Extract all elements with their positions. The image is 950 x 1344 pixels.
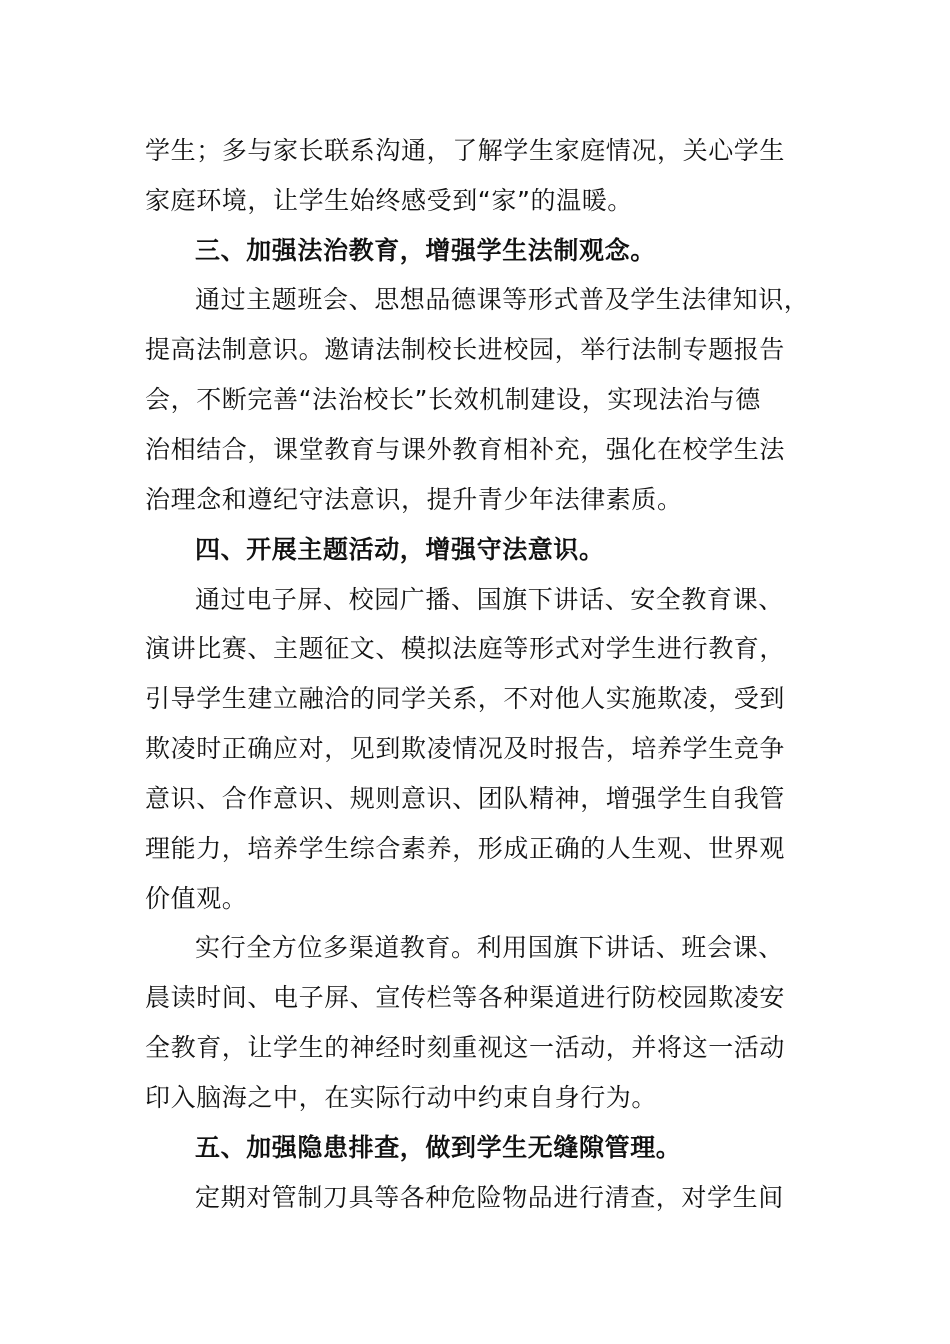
body-text-line: 治理念和遵纪守法意识，提升青少年法律素质。 xyxy=(145,485,683,514)
body-text-line: 意识、合作意识、规则意识、团队精神，增强学生自我管 xyxy=(145,784,786,813)
body-text-line: 学生；多与家长联系沟通，了解学生家庭情况，关心学生 xyxy=(145,136,786,165)
body-text-line: 定期对管制刀具等各种危险物品进行清查，对学生间 xyxy=(195,1183,784,1212)
body-text-line: 家庭环境，让学生始终感受到“家”的温暖。 xyxy=(145,186,633,215)
body-text-line: 会，不断完善“法治校长”长效机制建设，实现法治与德 xyxy=(145,385,761,414)
body-text-line: 演讲比赛、主题征文、模拟法庭等形式对学生进行教育， xyxy=(145,634,786,663)
body-text-line: 通过主题班会、思想品德课等形式普及学生法律知识， xyxy=(195,285,810,314)
body-text-line: 理能力，培养学生综合素养，形成正确的人生观、世界观 xyxy=(145,834,786,863)
body-text-line: 提高法制意识。邀请法制校长进校园，举行法制专题报告 xyxy=(145,335,786,364)
body-text-line: 欺凌时正确应对，见到欺凌情况及时报告，培养学生竞争 xyxy=(145,734,786,763)
body-text-line: 印入脑海之中，在实际行动中约束自身行为。 xyxy=(145,1083,658,1112)
section-heading-4: 四、开展主题活动，增强守法意识。 xyxy=(195,535,605,564)
body-text-line: 晨读时间、电子屏、宣传栏等各种渠道进行防校园欺凌安 xyxy=(145,983,786,1012)
body-text-line: 全教育，让学生的神经时刻重视这一活动，并将这一活动 xyxy=(145,1033,786,1062)
body-text-line: 引导学生建立融洽的同学关系，不对他人实施欺凌，受到 xyxy=(145,684,786,713)
body-text-line: 价值观。 xyxy=(145,884,248,913)
body-text-line: 实行全方位多渠道教育。利用国旗下讲话、班会课、 xyxy=(195,933,784,962)
body-text-line: 通过电子屏、校园广播、国旗下讲话、安全教育课、 xyxy=(195,585,784,614)
body-text-line: 治相结合，课堂教育与课外教育相补充，强化在校学生法 xyxy=(145,435,786,464)
section-heading-5: 五、加强隐患排查，做到学生无缝隙管理。 xyxy=(195,1133,682,1162)
section-heading-3: 三、加强法治教育，增强学生法制观念。 xyxy=(195,236,656,265)
